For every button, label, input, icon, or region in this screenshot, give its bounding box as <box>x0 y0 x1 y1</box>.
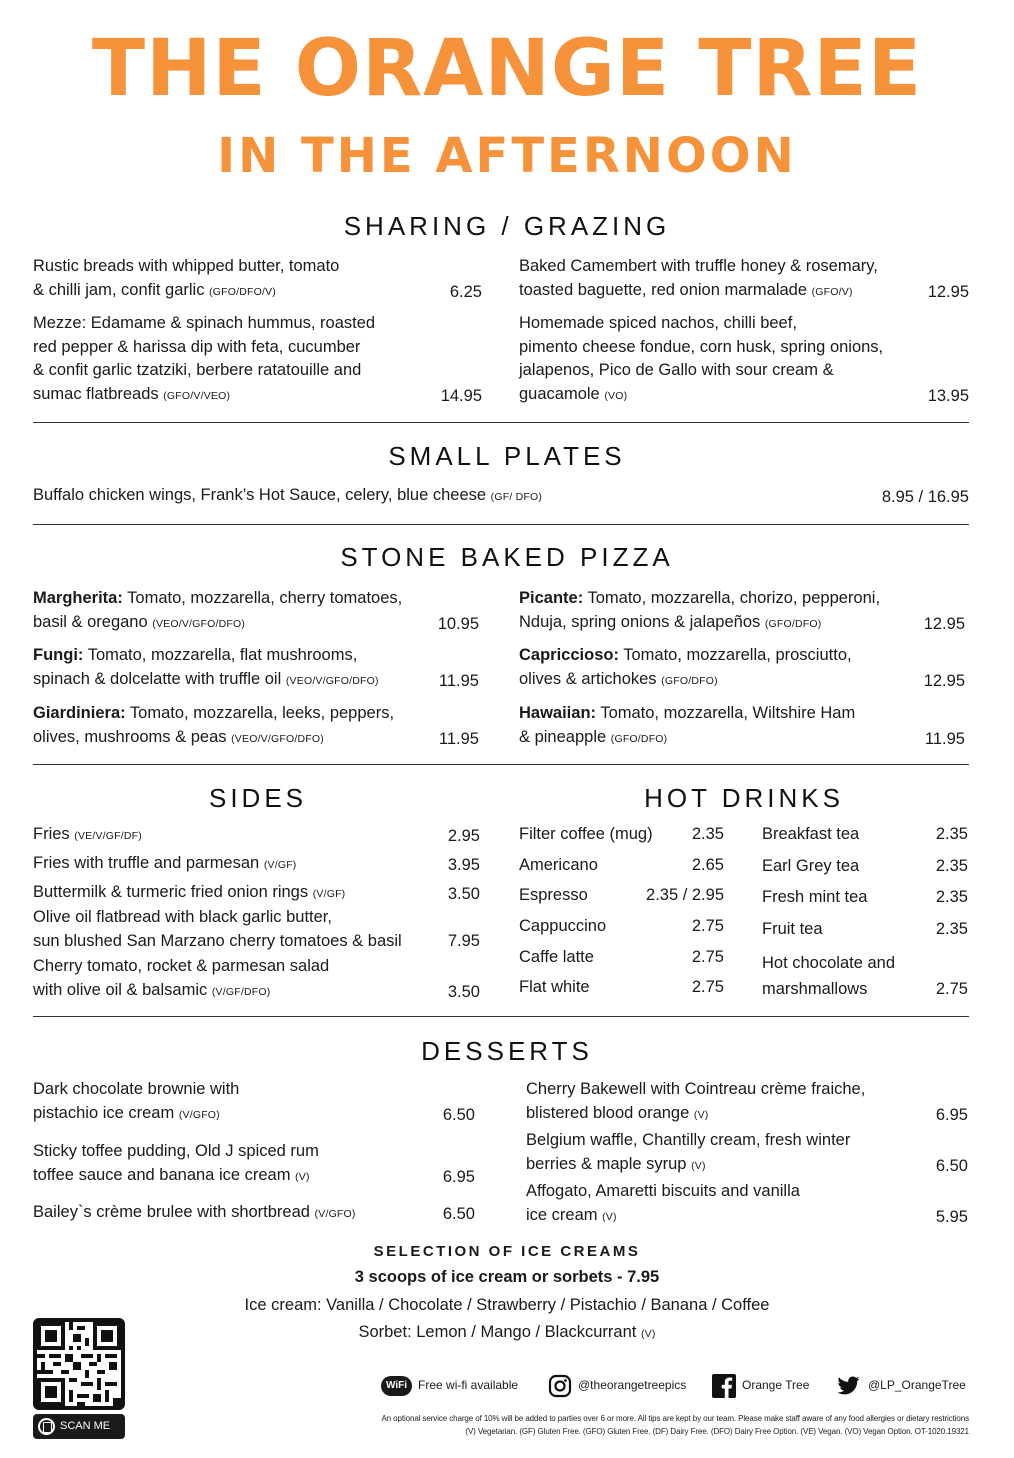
instagram-icon <box>548 1374 572 1398</box>
menu-item: Picante: Tomato, mozzarella, chorizo, pepperoni, Nduja, spring onions & jalapeños (GFO/DFO) 12.95 <box>519 587 965 636</box>
drink-item: Filter coffee (mug) 2.35 <box>519 825 724 843</box>
sorbet-flavours: Sorbet: Lemon / Mango / Blackcurrant (V) <box>358 1323 656 1341</box>
qr-code[interactable] <box>33 1318 125 1410</box>
wifi-info: WiFi Free wi-fi available <box>381 1372 518 1398</box>
menu-item: Mezze: Edamame & spinach hummus, roasted red pepper & harissa dip with feta, cucumber & confit garlic tzatziki, berbere ratatouille and sumac flatbreads (GFO/V/VEO) 14.95 <box>33 312 482 408</box>
service-charge-note: An optional service charge of 10% will be added to parties over 6 or more. All tips are kept by our team. Please make staff aware of any food allergies or dietary restrictions <box>381 1414 969 1423</box>
section-heading-small-plates: SMALL PLATES <box>388 441 626 471</box>
price: 13.95 <box>927 386 969 405</box>
ice-cream-heading: SELECTION OF ICE CREAMS <box>373 1243 641 1260</box>
price: 6.50 <box>442 1205 475 1223</box>
menu-item: Bailey`s crème brulee with shortbread (V/GFO) 6.50 <box>33 1201 475 1227</box>
menu-item: Affogato, Amaretti biscuits and vanilla ice cream (V) 5.95 <box>526 1180 968 1229</box>
drink-item: Fresh mint tea 2.35 <box>762 888 968 906</box>
qr-code-pattern-icon <box>37 1322 121 1406</box>
drink-item: Caffe latte 2.75 <box>519 948 724 966</box>
price: 5.95 <box>935 1207 968 1226</box>
divider <box>33 422 969 423</box>
menu-item: Giardiniera: Tomato, mozzarella, leeks, peppers, olives, mushrooms & peas (VEO/V/GFO/DFO) 11.95 <box>33 702 479 751</box>
price: 11.95 <box>438 671 479 690</box>
section-heading-pizza: STONE BAKED PIZZA <box>340 542 674 572</box>
facebook-link[interactable]: Orange Tree <box>712 1372 809 1398</box>
dietary-key-note: (V) Vegetarian. (GF) Gluten Free. (GFO) Gluten Free. (DF) Dairy Free. (DFO) Dairy Free Option. (VE) Vegan. (VO) Vegan Option. OT-1020.19321 <box>465 1427 969 1436</box>
menu-item: Buttermilk & turmeric fried onion rings (V/GF) 3.50 <box>33 881 480 907</box>
phone-scan-icon <box>38 1418 55 1435</box>
price: 10.95 <box>437 614 479 633</box>
menu-item: Olive oil flatbread with black garlic butter, sun blushed San Marzano cherry tomatoes & basil 7.95 <box>33 906 480 953</box>
divider <box>33 524 969 525</box>
scan-me-button[interactable] <box>33 1414 125 1439</box>
price: 3.95 <box>447 856 480 874</box>
divider <box>33 764 969 765</box>
menu-item: Dark chocolate brownie with pistachio ice cream (V/GFO) 6.50 <box>33 1078 475 1127</box>
price: 6.50 <box>935 1156 968 1175</box>
menu-item: Capriccioso: Tomato, mozzarella, prosciutto, olives & artichokes (GFO/DFO) 12.95 <box>519 644 965 693</box>
drink-item: Americano 2.65 <box>519 856 724 874</box>
menu-item: Cherry tomato, rocket & parmesan salad with olive oil & balsamic (V/GF/DFO) 3.50 <box>33 955 480 1004</box>
drink-item: Breakfast tea 2.35 <box>762 825 968 843</box>
menu-item: Baked Camembert with truffle honey & rosemary, toasted baguette, red onion marmalade (GFO/V) 12.95 <box>519 255 969 304</box>
price: 11.95 <box>438 729 479 748</box>
section-heading-sharing: SHARING / GRAZING <box>343 211 671 241</box>
price: 2.95 <box>447 827 480 845</box>
menu-item: Fungi: Tomato, mozzarella, flat mushrooms, spinach & dolcelatte with truffle oil (VEO/V/GFO/DFO) 11.95 <box>33 644 479 693</box>
section-heading-desserts: DESSERTS <box>421 1036 593 1066</box>
ice-cream-flavours: Ice cream: Vanilla / Chocolate / Strawberry / Pistachio / Banana / Coffee <box>244 1296 770 1314</box>
menu-item: Sticky toffee pudding, Old J spiced rum toffee sauce and banana ice cream (V) 6.95 <box>33 1140 475 1189</box>
price: 12.95 <box>923 614 965 633</box>
price: 7.95 <box>447 931 480 950</box>
price: 12.95 <box>927 282 969 301</box>
price: 6.95 <box>442 1167 475 1186</box>
menu-item: Homemade spiced nachos, chilli beef, pimento cheese fondue, corn husk, spring onions, jalapenos, Pico de Gallo with sour cream & guacamole (VO) 13.95 <box>519 312 969 408</box>
price: 3.50 <box>447 885 480 903</box>
twitter-icon <box>835 1374 862 1398</box>
drink-item: Hot chocolate and marshmallows 2.75 <box>762 954 968 998</box>
ice-cream-offer: 3 scoops of ice cream or sorbets - 7.95 <box>354 1268 660 1286</box>
menu-item: Hawaiian: Tomato, mozzarella, Wiltshire Ham & pineapple (GFO/DFO) 11.95 <box>519 702 965 751</box>
instagram-link[interactable]: @theorangetreepics <box>548 1372 686 1398</box>
drink-item: Espresso 2.35 / 2.95 <box>519 886 724 904</box>
price: 12.95 <box>923 671 965 690</box>
menu-item: Fries (VE/V/GF/DF) 2.95 <box>33 823 480 849</box>
restaurant-title: THE ORANGE TREE <box>91 24 923 114</box>
drink-item: Earl Grey tea 2.35 <box>762 857 968 875</box>
price: 6.25 <box>449 282 482 301</box>
facebook-icon <box>712 1374 736 1398</box>
wifi-icon: WiFi <box>381 1376 412 1396</box>
menu-item: Belgium waffle, Chantilly cream, fresh winter berries & maple syrup (V) 6.50 <box>526 1129 968 1178</box>
drink-item: Flat white 2.75 <box>519 978 724 996</box>
section-heading-hot-drinks: HOT DRINKS <box>644 783 844 813</box>
price: 6.95 <box>935 1105 968 1124</box>
section-heading-sides: SIDES <box>208 783 308 813</box>
scan-me-label: SCAN ME <box>60 1420 111 1432</box>
price: 14.95 <box>440 386 482 405</box>
drink-item: Fruit tea 2.35 <box>762 920 968 938</box>
menu-item: Buffalo chicken wings, Frank’s Hot Sauce, celery, blue cheese (GF/ DFO) 8.95 / 16.95 <box>33 484 969 510</box>
price: 11.95 <box>924 729 965 748</box>
menu-item: Margherita: Tomato, mozzarella, cherry tomatoes, basil & oregano (VEO/V/GFO/DFO) 10.95 <box>33 587 479 636</box>
menu-item: Rustic breads with whipped butter, tomato & chilli jam, confit garlic (GFO/DFO/V) 6.25 <box>33 255 482 304</box>
price: 6.50 <box>442 1105 475 1124</box>
menu-subtitle: IN THE AFTERNOON <box>217 128 797 184</box>
price: 3.50 <box>447 982 480 1001</box>
drink-item: Cappuccino 2.75 <box>519 917 724 935</box>
menu-item: Fries with truffle and parmesan (V/GF) 3.95 <box>33 852 480 878</box>
menu-item: Cherry Bakewell with Cointreau crème fraiche, blistered blood orange (V) 6.95 <box>526 1078 968 1127</box>
price: 8.95 / 16.95 <box>881 488 969 506</box>
divider <box>33 1016 969 1017</box>
twitter-link[interactable]: @LP_OrangeTree <box>835 1372 966 1398</box>
